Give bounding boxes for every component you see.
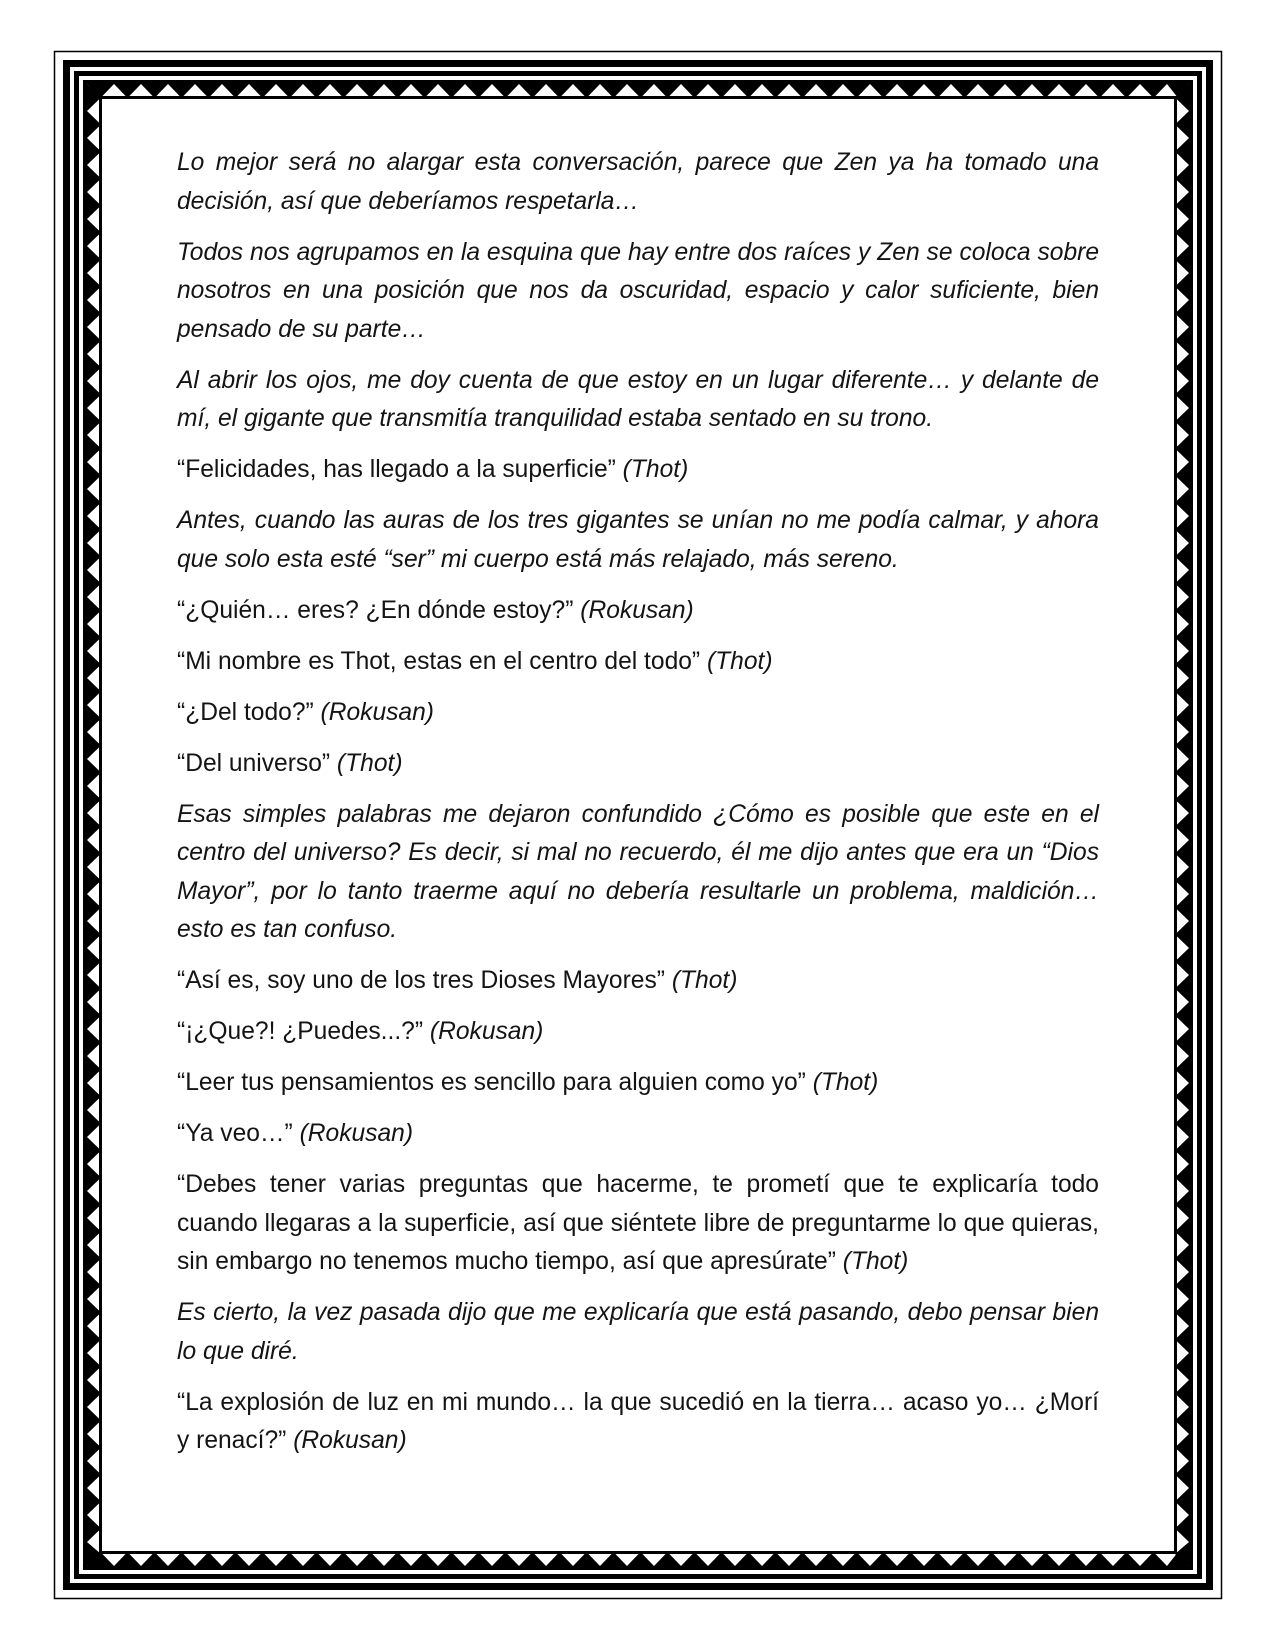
paragraph-text: “¡¿Que?! ¿Puedes...?” (177, 1018, 424, 1045)
dialogue-paragraph (177, 745, 1099, 784)
narration-paragraph (177, 144, 1099, 221)
paragraph-text: “¿Del todo?” (177, 698, 314, 726)
paragraph-text: “La explosión de luz en mi mundo… la que sucedió en la tierra… acaso yo… ¿Morí y renací?” (177, 1388, 1099, 1454)
speaker-tag: (Rokusan) (299, 1120, 414, 1147)
dialogue-paragraph (177, 643, 1099, 682)
dialogue-paragraph (177, 1064, 1099, 1103)
dialogue-paragraph (177, 1115, 1099, 1154)
dialogue-paragraph (177, 694, 1099, 733)
paragraph-text: “Mi nombre es Thot, estas en el centro del todo” (177, 647, 701, 675)
narration-paragraph (177, 796, 1099, 950)
speaker-tag: (Rokusan) (429, 1018, 544, 1045)
dialogue-paragraph (177, 1013, 1099, 1052)
speaker-tag: (Thot) (842, 1248, 909, 1275)
dialogue-paragraph (177, 962, 1099, 1001)
paragraph-text: Todos nos agrupamos en la esquina que hay entre dos raíces y Zen se coloca sobre nosotros en una posición que nos da oscuridad, espacio y calor suficiente, bien pensado de su parte… (177, 238, 1099, 343)
paragraph-text: Lo mejor será no alargar esta conversación, parece que Zen ya ha tomado una decisión, así que deberíamos respetarla… (177, 149, 1099, 215)
paragraph-text: Esas simples palabras me dejaron confundido ¿Cómo es posible que este en el centro del universo? Es decir, si mal no recuerdo, él me dijo antes que era un “Dios Mayor”, por lo tanto traerme aquí no debería resultarle un problema, maldición… esto es tan confuso. (177, 800, 1099, 943)
narration-paragraph (177, 1294, 1099, 1371)
paragraph-text: “Así es, soy uno de los tres Dioses Mayores” (177, 967, 665, 994)
document-body (177, 144, 1099, 1473)
dialogue-paragraph (177, 592, 1099, 631)
speaker-tag: (Thot) (812, 1069, 879, 1096)
speaker-tag: (Rokusan) (580, 596, 694, 624)
paragraph-text: “¿Quién… eres? ¿En dónde estoy?” (177, 596, 574, 624)
paragraph-text: Antes, cuando las auras de los tres gigantes se unían no me podía calmar, y ahora que solo esta esté “ser” mi cuerpo está más relajado, más sereno. (177, 507, 1099, 573)
paragraph-text: “Del universo” (177, 749, 331, 777)
paragraph-text: “Leer tus pensamientos es sencillo para alguien como yo” (177, 1069, 806, 1096)
paragraph-text: “Felicidades, has llegado a la superficie” (177, 456, 616, 483)
paragraph-text: “Ya veo…” (177, 1120, 293, 1147)
narration-paragraph (177, 234, 1099, 350)
narration-paragraph (177, 362, 1099, 439)
dialogue-paragraph (177, 451, 1099, 490)
speaker-tag: (Thot) (622, 456, 689, 483)
speaker-tag: (Thot) (336, 749, 403, 777)
speaker-tag: (Rokusan) (293, 1427, 407, 1454)
narration-paragraph (177, 502, 1099, 579)
paragraph-text: Es cierto, la vez pasada dijo que me explicaría que está pasando, debo pensar bien lo que diré. (177, 1299, 1099, 1365)
paragraph-text: “Debes tener varias preguntas que hacerme, te prometí que te explicaría todo cuando llegaras a la superficie, así que siéntete libre de preguntarme lo que quieras, sin embargo no tenemos mucho tiempo, así que apresúrate” (177, 1171, 1099, 1275)
speaker-tag: (Thot) (671, 967, 738, 994)
speaker-tag: (Thot) (706, 647, 773, 675)
dialogue-paragraph (177, 1384, 1099, 1461)
dialogue-paragraph (177, 1166, 1099, 1282)
speaker-tag: (Rokusan) (320, 698, 434, 726)
paragraph-text: Al abrir los ojos, me doy cuenta de que estoy en un lugar diferente… y delante de mí, el gigante que transmitía tranquilidad estaba sentado en su trono. (177, 366, 1099, 432)
